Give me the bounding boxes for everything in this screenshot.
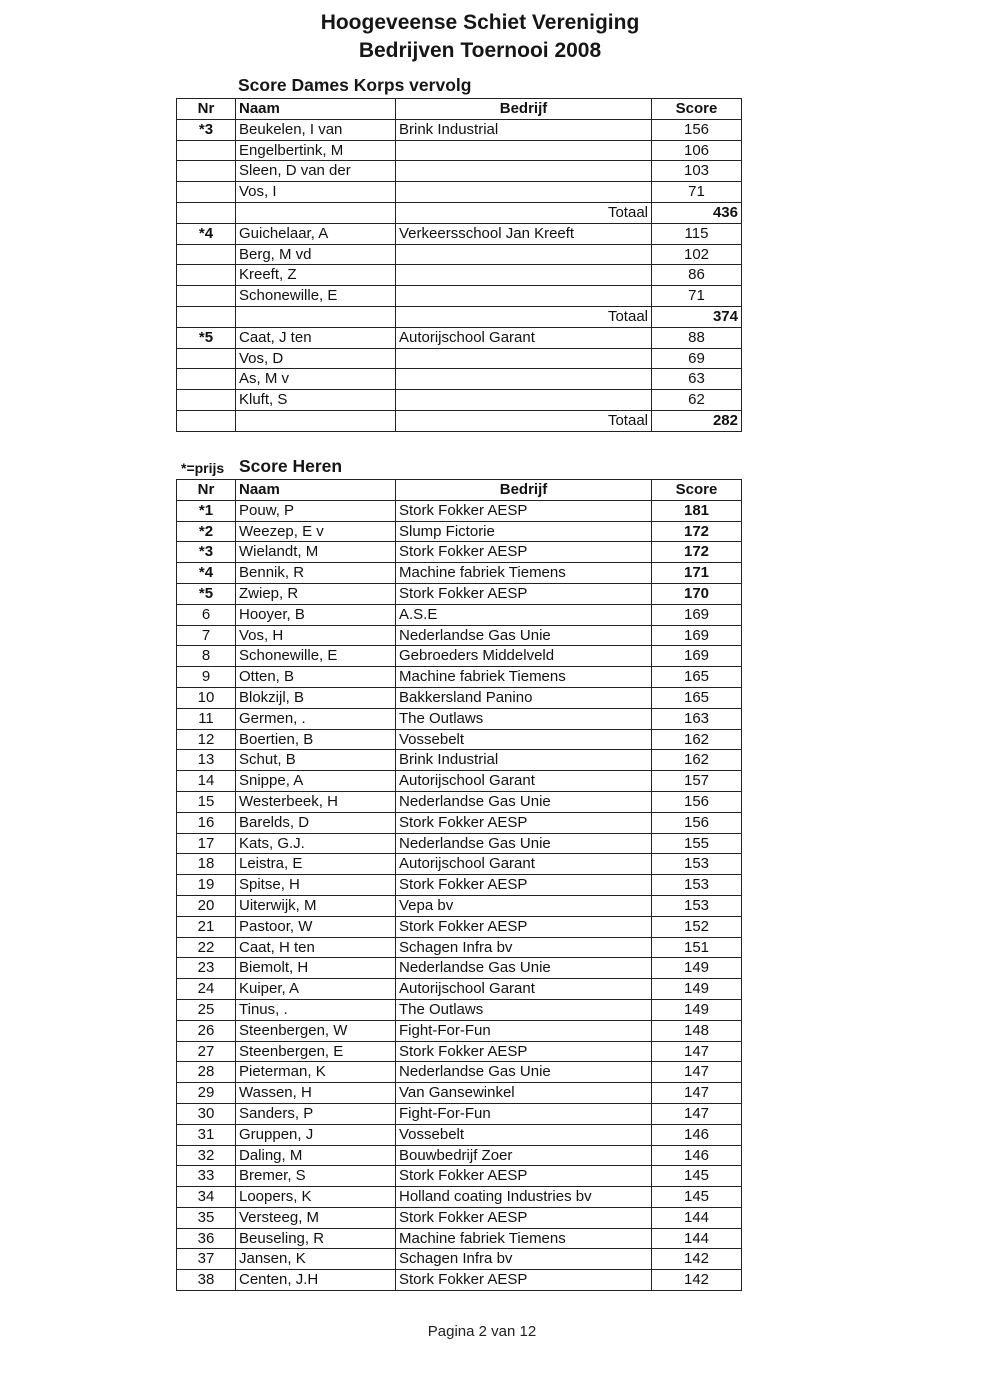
cell-nr: 7: [177, 625, 236, 646]
dames-section-title: Score Dames Korps vervolg: [238, 75, 472, 95]
table-row: [177, 604, 742, 625]
cell-score: 169: [652, 604, 742, 625]
cell-nr: *3: [177, 542, 236, 563]
cell-bedrijf: [396, 286, 652, 307]
cell-bedrijf: Machine fabriek Tiemens: [396, 1228, 652, 1249]
cell-naam: Loopers, K: [236, 1187, 396, 1208]
table-header-row: [177, 480, 742, 501]
cell-score: 157: [652, 771, 742, 792]
cell-score: 147: [652, 1062, 742, 1083]
cell-naam: Spitse, H: [236, 875, 396, 896]
cell-score: 106: [652, 140, 742, 161]
totaal-value: 436: [652, 202, 742, 223]
cell-naam: Caat, H ten: [236, 937, 396, 958]
dames-score-table: [176, 98, 742, 432]
cell-score: 171: [652, 563, 742, 584]
cell-score: 88: [652, 327, 742, 348]
cell-score: 156: [652, 119, 742, 140]
table-row: [177, 1020, 742, 1041]
column-header-nr: Nr: [177, 99, 236, 120]
cell-score: 62: [652, 390, 742, 411]
cell-nr: [177, 286, 236, 307]
cell-nr: 26: [177, 1020, 236, 1041]
table-row: [177, 750, 742, 771]
cell-nr: [177, 244, 236, 265]
table-row: [177, 708, 742, 729]
cell-nr: 37: [177, 1249, 236, 1270]
cell-bedrijf: Nederlandse Gas Unie: [396, 833, 652, 854]
cell-score: 165: [652, 687, 742, 708]
cell-naam: Wassen, H: [236, 1083, 396, 1104]
cell-bedrijf: Nederlandse Gas Unie: [396, 1062, 652, 1083]
table-row: [177, 1228, 742, 1249]
cell-nr: 35: [177, 1207, 236, 1228]
cell-nr: [177, 202, 236, 223]
table-row: [177, 958, 742, 979]
cell-bedrijf: [396, 265, 652, 286]
cell-naam: Wielandt, M: [236, 542, 396, 563]
table-row: [177, 791, 742, 812]
cell-score: 147: [652, 1041, 742, 1062]
cell-score: 169: [652, 625, 742, 646]
cell-score: 169: [652, 646, 742, 667]
table-row: [177, 854, 742, 875]
cell-nr: [177, 182, 236, 203]
column-header-bedrijf: Bedrijf: [396, 99, 652, 120]
cell-bedrijf: Stork Fokker AESP: [396, 1166, 652, 1187]
cell-naam: Biemolt, H: [236, 958, 396, 979]
cell-naam: Schonewille, E: [236, 286, 396, 307]
cell-naam: Pastoor, W: [236, 916, 396, 937]
cell-bedrijf: Vepa bv: [396, 895, 652, 916]
cell-score: 153: [652, 895, 742, 916]
cell-score: 71: [652, 286, 742, 307]
cell-naam: Vos, D: [236, 348, 396, 369]
cell-score: 69: [652, 348, 742, 369]
cell-naam: Sanders, P: [236, 1103, 396, 1124]
cell-score: 103: [652, 161, 742, 182]
cell-nr: *3: [177, 119, 236, 140]
cell-score: 156: [652, 791, 742, 812]
cell-score: 152: [652, 916, 742, 937]
cell-nr: 11: [177, 708, 236, 729]
cell-score: 145: [652, 1187, 742, 1208]
column-header-score: Score: [652, 480, 742, 501]
table-row: [177, 327, 742, 348]
cell-nr: 15: [177, 791, 236, 812]
cell-nr: 22: [177, 937, 236, 958]
cell-nr: [177, 161, 236, 182]
cell-score: 145: [652, 1166, 742, 1187]
table-row: [177, 687, 742, 708]
cell-nr: 19: [177, 875, 236, 896]
cell-nr: [177, 369, 236, 390]
cell-bedrijf: Fight-For-Fun: [396, 1020, 652, 1041]
cell-score: 149: [652, 999, 742, 1020]
table-row: [177, 833, 742, 854]
table-row: [177, 563, 742, 584]
cell-bedrijf: Stork Fokker AESP: [396, 500, 652, 521]
heren-section-title: Score Heren: [239, 456, 343, 476]
document-subtitle: Bedrijven Toernooi 2008: [358, 39, 602, 62]
cell-bedrijf: Stork Fokker AESP: [396, 916, 652, 937]
cell-naam: Leistra, E: [236, 854, 396, 875]
cell-bedrijf: Schagen Infra bv: [396, 1249, 652, 1270]
cell-naam: Guichelaar, A: [236, 223, 396, 244]
cell-score: 151: [652, 937, 742, 958]
totaal-row: [177, 306, 742, 327]
cell-naam: Blokzijl, B: [236, 687, 396, 708]
cell-score: 146: [652, 1124, 742, 1145]
cell-naam: Beuseling, R: [236, 1228, 396, 1249]
cell-score: 71: [652, 182, 742, 203]
table-row: [177, 916, 742, 937]
totaal-value: 374: [652, 306, 742, 327]
table-row: [177, 646, 742, 667]
cell-bedrijf: Holland coating Industries bv: [396, 1187, 652, 1208]
cell-nr: 25: [177, 999, 236, 1020]
cell-nr: 14: [177, 771, 236, 792]
cell-nr: 30: [177, 1103, 236, 1124]
cell-bedrijf: Fight-For-Fun: [396, 1103, 652, 1124]
cell-naam: Versteeg, M: [236, 1207, 396, 1228]
table-row: [177, 161, 742, 182]
cell-score: 165: [652, 667, 742, 688]
table-row: [177, 625, 742, 646]
cell-nr: 18: [177, 854, 236, 875]
cell-score: 172: [652, 521, 742, 542]
table-row: [177, 729, 742, 750]
table-row: [177, 182, 742, 203]
cell-nr: 27: [177, 1041, 236, 1062]
column-header-naam: Naam: [236, 99, 396, 120]
cell-score: 148: [652, 1020, 742, 1041]
cell-naam: Westerbeek, H: [236, 791, 396, 812]
table-row: [177, 1270, 742, 1291]
cell-bedrijf: The Outlaws: [396, 999, 652, 1020]
table-row: [177, 875, 742, 896]
totaal-label: Totaal: [396, 306, 652, 327]
cell-naam: Snippe, A: [236, 771, 396, 792]
table-row: [177, 244, 742, 265]
cell-nr: *2: [177, 521, 236, 542]
cell-nr: 33: [177, 1166, 236, 1187]
cell-bedrijf: Machine fabriek Tiemens: [396, 563, 652, 584]
cell-score: 102: [652, 244, 742, 265]
cell-bedrijf: [396, 369, 652, 390]
cell-naam: Pouw, P: [236, 500, 396, 521]
cell-naam: Kreeft, Z: [236, 265, 396, 286]
table-row: [177, 583, 742, 604]
column-header-nr: Nr: [177, 480, 236, 501]
cell-bedrijf: Stork Fokker AESP: [396, 812, 652, 833]
cell-naam: Otten, B: [236, 667, 396, 688]
cell-nr: 6: [177, 604, 236, 625]
page-number: Pagina 2 van 12: [427, 1323, 537, 1340]
cell-bedrijf: Stork Fokker AESP: [396, 583, 652, 604]
cell-nr: 31: [177, 1124, 236, 1145]
cell-score: 146: [652, 1145, 742, 1166]
cell-bedrijf: Verkeersschool Jan Kreeft: [396, 223, 652, 244]
cell-score: 153: [652, 875, 742, 896]
cell-naam: Bremer, S: [236, 1166, 396, 1187]
cell-naam: Kuiper, A: [236, 979, 396, 1000]
cell-nr: *1: [177, 500, 236, 521]
cell-score: 144: [652, 1228, 742, 1249]
cell-bedrijf: [396, 140, 652, 161]
cell-bedrijf: Stork Fokker AESP: [396, 1270, 652, 1291]
cell-nr: 28: [177, 1062, 236, 1083]
cell-bedrijf: [396, 244, 652, 265]
cell-nr: *5: [177, 327, 236, 348]
cell-naam: Hooyer, B: [236, 604, 396, 625]
cell-naam: Gruppen, J: [236, 1124, 396, 1145]
cell-bedrijf: Nederlandse Gas Unie: [396, 791, 652, 812]
cell-naam: [236, 202, 396, 223]
cell-nr: 23: [177, 958, 236, 979]
cell-nr: 9: [177, 667, 236, 688]
cell-score: 170: [652, 583, 742, 604]
cell-nr: 32: [177, 1145, 236, 1166]
cell-naam: Pieterman, K: [236, 1062, 396, 1083]
cell-nr: 8: [177, 646, 236, 667]
totaal-label: Totaal: [396, 202, 652, 223]
cell-naam: Kats, G.J.: [236, 833, 396, 854]
table-row: [177, 895, 742, 916]
cell-nr: [177, 410, 236, 431]
cell-nr: 38: [177, 1270, 236, 1291]
cell-bedrijf: Gebroeders Middelveld: [396, 646, 652, 667]
table-row: [177, 286, 742, 307]
table-row: [177, 390, 742, 411]
cell-nr: *4: [177, 563, 236, 584]
cell-nr: *5: [177, 583, 236, 604]
cell-bedrijf: A.S.E: [396, 604, 652, 625]
cell-bedrijf: Bouwbedrijf Zoer: [396, 1145, 652, 1166]
table-row: [177, 500, 742, 521]
table-row: [177, 1041, 742, 1062]
cell-nr: *4: [177, 223, 236, 244]
cell-naam: Caat, J ten: [236, 327, 396, 348]
cell-bedrijf: Autorijschool Garant: [396, 979, 652, 1000]
cell-bedrijf: Vossebelt: [396, 729, 652, 750]
cell-naam: Beukelen, I van: [236, 119, 396, 140]
table-row: [177, 1145, 742, 1166]
table-header-row: [177, 99, 742, 120]
cell-score: 142: [652, 1249, 742, 1270]
cell-naam: As, M v: [236, 369, 396, 390]
cell-naam: Sleen, D van der: [236, 161, 396, 182]
cell-score: 115: [652, 223, 742, 244]
table-row: [177, 1124, 742, 1145]
cell-score: 142: [652, 1270, 742, 1291]
cell-bedrijf: Brink Industrial: [396, 750, 652, 771]
table-row: [177, 521, 742, 542]
table-row: [177, 223, 742, 244]
cell-bedrijf: Van Gansewinkel: [396, 1083, 652, 1104]
table-row: [177, 1187, 742, 1208]
table-row: [177, 1083, 742, 1104]
cell-score: 153: [652, 854, 742, 875]
cell-score: 149: [652, 958, 742, 979]
cell-nr: 13: [177, 750, 236, 771]
table-row: [177, 265, 742, 286]
cell-score: 144: [652, 1207, 742, 1228]
table-row: [177, 348, 742, 369]
cell-naam: Vos, H: [236, 625, 396, 646]
cell-bedrijf: Stork Fokker AESP: [396, 1207, 652, 1228]
cell-score: 147: [652, 1083, 742, 1104]
cell-naam: Bennik, R: [236, 563, 396, 584]
column-header-score: Score: [652, 99, 742, 120]
cell-bedrijf: Stork Fokker AESP: [396, 875, 652, 896]
cell-score: 163: [652, 708, 742, 729]
cell-naam: [236, 306, 396, 327]
table-row: [177, 1062, 742, 1083]
table-row: [177, 1103, 742, 1124]
cell-nr: [177, 140, 236, 161]
cell-bedrijf: Nederlandse Gas Unie: [396, 958, 652, 979]
cell-nr: 36: [177, 1228, 236, 1249]
cell-naam: Schut, B: [236, 750, 396, 771]
cell-nr: 10: [177, 687, 236, 708]
cell-score: 155: [652, 833, 742, 854]
cell-naam: Germen, .: [236, 708, 396, 729]
cell-score: 181: [652, 500, 742, 521]
cell-nr: [177, 390, 236, 411]
cell-naam: Tinus, .: [236, 999, 396, 1020]
cell-bedrijf: Schagen Infra bv: [396, 937, 652, 958]
cell-nr: 21: [177, 916, 236, 937]
totaal-row: [177, 410, 742, 431]
cell-score: 172: [652, 542, 742, 563]
cell-bedrijf: [396, 348, 652, 369]
document-title: Hoogeveense Schiet Vereniging: [320, 11, 640, 34]
cell-nr: 16: [177, 812, 236, 833]
cell-score: 147: [652, 1103, 742, 1124]
cell-bedrijf: Stork Fokker AESP: [396, 542, 652, 563]
cell-score: 162: [652, 750, 742, 771]
table-row: [177, 812, 742, 833]
cell-bedrijf: Nederlandse Gas Unie: [396, 625, 652, 646]
totaal-value: 282: [652, 410, 742, 431]
cell-bedrijf: [396, 161, 652, 182]
cell-score: 63: [652, 369, 742, 390]
cell-naam: Zwiep, R: [236, 583, 396, 604]
prize-legend: *=prijs: [181, 460, 225, 476]
cell-bedrijf: Slump Fictorie: [396, 521, 652, 542]
cell-naam: Uiterwijk, M: [236, 895, 396, 916]
cell-nr: 24: [177, 979, 236, 1000]
totaal-row: [177, 202, 742, 223]
table-row: [177, 979, 742, 1000]
heren-score-table: [176, 479, 742, 1291]
cell-nr: 17: [177, 833, 236, 854]
cell-nr: [177, 348, 236, 369]
column-header-bedrijf: Bedrijf: [396, 480, 652, 501]
cell-naam: Steenbergen, E: [236, 1041, 396, 1062]
cell-bedrijf: Bakkersland Panino: [396, 687, 652, 708]
table-row: [177, 119, 742, 140]
cell-naam: Berg, M vd: [236, 244, 396, 265]
cell-naam: Schonewille, E: [236, 646, 396, 667]
column-header-naam: Naam: [236, 480, 396, 501]
cell-nr: 12: [177, 729, 236, 750]
cell-bedrijf: Autorijschool Garant: [396, 771, 652, 792]
table-row: [177, 542, 742, 563]
cell-bedrijf: The Outlaws: [396, 708, 652, 729]
totaal-label: Totaal: [396, 410, 652, 431]
table-row: [177, 771, 742, 792]
cell-score: 156: [652, 812, 742, 833]
cell-nr: 29: [177, 1083, 236, 1104]
cell-bedrijf: Autorijschool Garant: [396, 327, 652, 348]
table-row: [177, 369, 742, 390]
cell-naam: Vos, I: [236, 182, 396, 203]
table-row: [177, 140, 742, 161]
cell-naam: Weezep, E v: [236, 521, 396, 542]
cell-naam: Steenbergen, W: [236, 1020, 396, 1041]
cell-score: 162: [652, 729, 742, 750]
cell-naam: Kluft, S: [236, 390, 396, 411]
cell-bedrijf: [396, 390, 652, 411]
cell-naam: Jansen, K: [236, 1249, 396, 1270]
cell-bedrijf: Machine fabriek Tiemens: [396, 667, 652, 688]
cell-bedrijf: [396, 182, 652, 203]
table-row: [177, 1249, 742, 1270]
table-row: [177, 667, 742, 688]
cell-naam: Boertien, B: [236, 729, 396, 750]
cell-naam: Engelbertink, M: [236, 140, 396, 161]
cell-nr: [177, 265, 236, 286]
cell-nr: 34: [177, 1187, 236, 1208]
cell-nr: 20: [177, 895, 236, 916]
cell-bedrijf: Stork Fokker AESP: [396, 1041, 652, 1062]
table-row: [177, 1166, 742, 1187]
cell-score: 149: [652, 979, 742, 1000]
cell-bedrijf: Brink Industrial: [396, 119, 652, 140]
cell-score: 86: [652, 265, 742, 286]
table-row: [177, 937, 742, 958]
table-row: [177, 999, 742, 1020]
cell-nr: [177, 306, 236, 327]
table-row: [177, 1207, 742, 1228]
cell-naam: Daling, M: [236, 1145, 396, 1166]
cell-naam: Centen, J.H: [236, 1270, 396, 1291]
cell-naam: Barelds, D: [236, 812, 396, 833]
cell-naam: [236, 410, 396, 431]
cell-bedrijf: Autorijschool Garant: [396, 854, 652, 875]
cell-bedrijf: Vossebelt: [396, 1124, 652, 1145]
